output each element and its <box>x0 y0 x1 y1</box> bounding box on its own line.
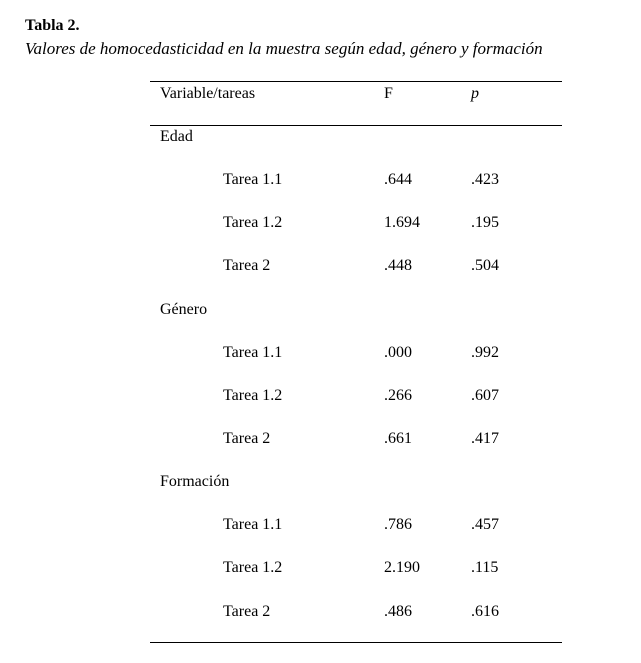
group-label: Género <box>160 301 208 318</box>
p-cell: .616 <box>471 603 499 620</box>
task-cell: Tarea 2 <box>223 430 271 447</box>
f-cell: .448 <box>384 257 412 274</box>
p-cell: .504 <box>471 257 499 274</box>
task-cell: Tarea 1.2 <box>223 559 283 576</box>
header-p: p <box>471 85 479 102</box>
task-cell: Tarea 1.1 <box>223 344 283 361</box>
f-cell: 2.190 <box>384 559 420 576</box>
table-caption: Valores de homocedasticidad en la muestra según edad, género y formación <box>25 39 543 58</box>
f-cell: .661 <box>384 430 412 447</box>
p-cell: .457 <box>471 516 499 533</box>
p-cell: .115 <box>471 559 499 576</box>
task-cell: Tarea 2 <box>223 603 271 620</box>
p-cell: .417 <box>471 430 499 447</box>
task-cell: Tarea 1.2 <box>223 214 283 231</box>
f-cell: .000 <box>384 344 412 361</box>
header-variable: Variable/tareas <box>160 85 256 102</box>
table-number: Tabla 2. <box>25 17 80 34</box>
task-cell: Tarea 1.2 <box>223 387 283 404</box>
task-cell: Tarea 1.1 <box>223 516 283 533</box>
p-cell: .992 <box>471 344 499 361</box>
f-cell: .786 <box>384 516 412 533</box>
top-rule <box>150 81 562 82</box>
f-cell: .486 <box>384 603 412 620</box>
group-label: Formación <box>160 473 230 490</box>
task-cell: Tarea 1.1 <box>223 171 283 188</box>
task-cell: Tarea 2 <box>223 257 271 274</box>
p-cell: .607 <box>471 387 499 404</box>
p-cell: .423 <box>471 171 499 188</box>
f-cell: .266 <box>384 387 412 404</box>
p-cell: .195 <box>471 214 499 231</box>
header-rule <box>150 125 562 126</box>
f-cell: 1.694 <box>384 214 420 231</box>
f-cell: .644 <box>384 171 412 188</box>
bottom-rule <box>150 642 562 643</box>
group-label: Edad <box>160 128 193 145</box>
header-f: F <box>384 85 393 102</box>
